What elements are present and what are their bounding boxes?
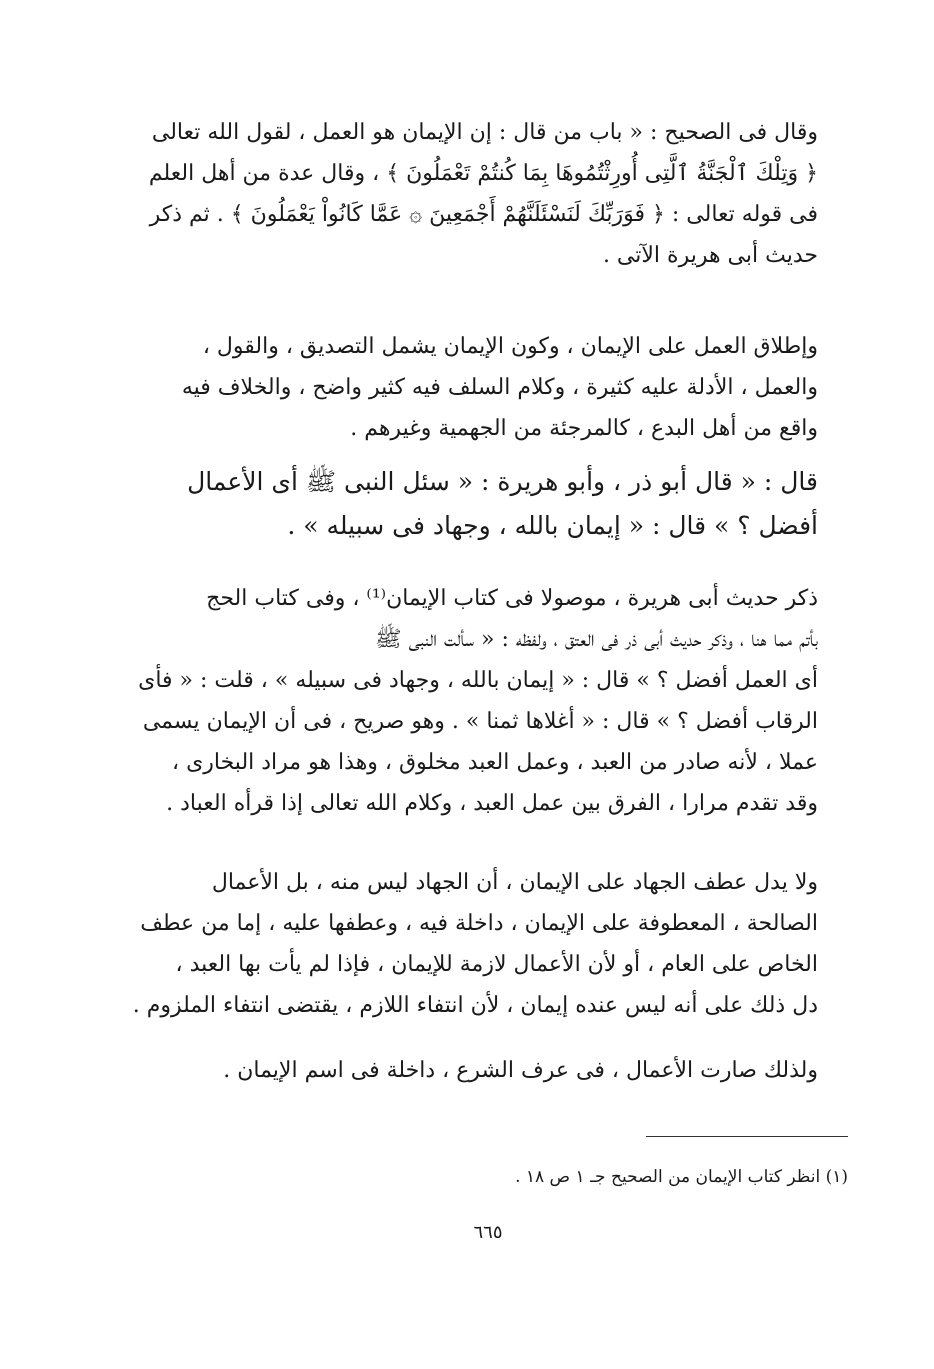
text-line: أى العمل أفضل ؟ » قال : « إيمان بالله ، وجهاد فى سبيله » ، قلت : « فأى xyxy=(138,668,818,693)
text-line: الصالحة ، المعطوفة على الإيمان ، داخلة فيه ، وعطفها عليه ، إما من عطف xyxy=(140,911,818,936)
hadith-text xyxy=(128,460,848,548)
text-line: والعمل ، الأدلة عليه كثيرة ، وكلام السلف فيه كثير واضح ، والخلاف فيه xyxy=(181,375,818,400)
text-line: فى قوله تعالى : ﴿ فَوَرَبِّكَ لَنَسْئَلَنَّهُمْ أَجْمَعِينَ ۞ عَمَّا كَانُواْ يَعْمَلُونَ ﴾ . ثم ذكر xyxy=(149,202,818,227)
paragraph-6 xyxy=(128,1050,848,1091)
text-line: عملا ، لأنه صادر من العبد ، وعمل العبد مخلوق ، وهذا هو مراد البخارى ، xyxy=(171,750,818,775)
paragraph-2 xyxy=(128,326,848,449)
paragraph-1 xyxy=(128,112,848,276)
text-line: وقال فى الصحيح : « باب من قال : إن الإيمان هو العمل ، لقول الله تعالى xyxy=(151,120,818,145)
text-line: الخاص على العام ، أو لأن الأعمال لازمة للإيمان ، فإذا لم يأت بها العبد ، xyxy=(175,952,818,977)
page xyxy=(128,112,848,1312)
text-line: الرقاب أفضل ؟ » قال : « أغلاها ثمنا » . وهو صريح ، فى أن الإيمان يسمى xyxy=(142,709,818,734)
text-line: وإطلاق العمل على الإيمان ، وكون الإيمان يشمل التصديق ، والقول ، xyxy=(202,334,818,359)
paragraph-4 xyxy=(128,578,848,824)
footnote: (١) انظر كتاب الإيمان من الصحيح جـ ١ ص ١٨ . xyxy=(515,1167,848,1187)
text-line: أفضل ؟ » قال : « إيمان بالله ، وجهاد فى سبيله » . xyxy=(287,511,818,540)
text-line: دل ذلك على أنه ليس عنده إيمان ، لأن انتفاء اللازم ، يقتضى انتفاء الملزوم . xyxy=(132,993,818,1018)
text-line: قال : « قال أبو ذر ، وأبو هريرة : « سئل النبى ﷺ أى الأعمال xyxy=(187,467,818,496)
paragraph-5 xyxy=(128,862,848,1026)
page-number: ٦٦٥ xyxy=(473,1222,503,1243)
text-line: حديث أبى هريرة الآتى . xyxy=(602,243,818,268)
footnote-divider xyxy=(646,1136,848,1137)
text-line: ولذلك صارت الأعمال ، فى عرف الشرع ، داخلة فى اسم الإيمان . xyxy=(223,1058,818,1083)
text-line: واقع من أهل البدع ، كالمرجئة من الجهمية وغيرهم . xyxy=(350,416,818,441)
text-line: وقد تقدم مرارا ، الفرق بين عمل العبد ، وكلام الله تعالى إذا قرأه العباد . xyxy=(166,791,818,816)
text-line: بأتم مما هنا ، وذكر حديث أبى ذر فى العتق ، ولفظه : « سألت النبى ﷺ xyxy=(375,627,818,652)
text-line: ولا يدل عطف الجهاد على الإيمان ، أن الجهاد ليس منه ، بل الأعمال xyxy=(211,870,818,895)
text-line: ذكر حديث أبى هريرة ، موصولا فى كتاب الإيمان⁽¹⁾ ، وفى كتاب الحج xyxy=(206,586,818,611)
text-line: ﴿ وَتِلْكَ ٱلْجَنَّةُ ٱلَّتِى أُورِثْتُمُوهَا بِمَا كُنتُمْ تَعْمَلُونَ ﴾ ، وقال عدة من أهل العلم xyxy=(148,161,818,186)
